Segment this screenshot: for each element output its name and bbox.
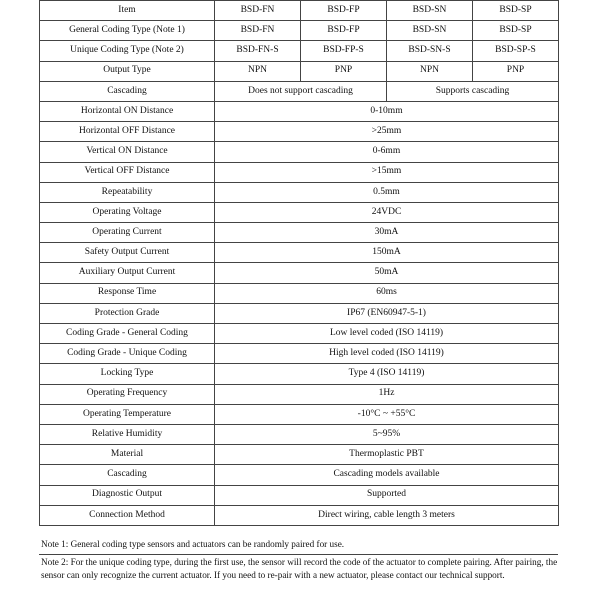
row-value: 60ms xyxy=(215,283,559,303)
row-label: Response Time xyxy=(40,283,215,303)
row-value: BSD-SN xyxy=(387,21,473,41)
notes-section xyxy=(41,538,561,583)
table-row xyxy=(40,283,559,303)
row-value: High level coded (ISO 14119) xyxy=(215,344,559,364)
row-value: 50mA xyxy=(215,263,559,283)
row-label: Horizontal ON Distance xyxy=(40,101,215,121)
row-label: Vertical ON Distance xyxy=(40,142,215,162)
row-value: Supports cascading xyxy=(387,81,559,101)
row-label: Auxiliary Output Current xyxy=(40,263,215,283)
row-label: Output Type xyxy=(40,61,215,81)
table-row xyxy=(40,465,559,485)
row-label: Repeatability xyxy=(40,182,215,202)
row-value: BSD-FP xyxy=(301,21,387,41)
table-row xyxy=(40,122,559,142)
row-label: Item xyxy=(40,1,215,21)
table-row xyxy=(40,182,559,202)
row-label: Material xyxy=(40,445,215,465)
table-row xyxy=(40,81,559,101)
row-value: 150mA xyxy=(215,243,559,263)
row-value: Supported xyxy=(215,485,559,505)
row-value: BSD-FP xyxy=(301,1,387,21)
row-label: Cascading xyxy=(40,465,215,485)
table-row xyxy=(40,21,559,41)
row-label: Protection Grade xyxy=(40,303,215,323)
row-value: IP67 (EN60947-5-1) xyxy=(215,303,559,323)
row-value: 5~95% xyxy=(215,424,559,444)
row-value: PNP xyxy=(473,61,559,81)
table-row xyxy=(40,202,559,222)
row-value: 0-10mm xyxy=(215,101,559,121)
row-label: Relative Humidity xyxy=(40,424,215,444)
row-value: Does not support cascading xyxy=(215,81,387,101)
row-value: BSD-FN xyxy=(215,21,301,41)
table-row xyxy=(40,142,559,162)
row-value: Direct wiring, cable length 3 meters xyxy=(215,505,559,525)
table-row xyxy=(40,263,559,283)
table-row xyxy=(40,243,559,263)
row-label: Cascading xyxy=(40,81,215,101)
row-value: -10°C ~ +55°C xyxy=(215,404,559,424)
row-label: Operating Frequency xyxy=(40,384,215,404)
table-row xyxy=(40,505,559,525)
table-row xyxy=(40,61,559,81)
table-row xyxy=(40,344,559,364)
spec-table-body xyxy=(40,1,559,526)
table-row xyxy=(40,364,559,384)
row-label: Operating Current xyxy=(40,223,215,243)
row-value: BSD-FP-S xyxy=(301,41,387,61)
row-value: Thermoplastic PBT xyxy=(215,445,559,465)
row-label: Horizontal OFF Distance xyxy=(40,122,215,142)
row-value: BSD-SN-S xyxy=(387,41,473,61)
row-label: Coding Grade - General Coding xyxy=(40,324,215,344)
table-row xyxy=(40,101,559,121)
row-value: 1Hz xyxy=(215,384,559,404)
table-row xyxy=(40,424,559,444)
table-row xyxy=(40,162,559,182)
row-label: Locking Type xyxy=(40,364,215,384)
row-value: 30mA xyxy=(215,223,559,243)
row-value: BSD-FN xyxy=(215,1,301,21)
row-label: Operating Temperature xyxy=(40,404,215,424)
row-value: Type 4 (ISO 14119) xyxy=(215,364,559,384)
row-value: >25mm xyxy=(215,122,559,142)
table-row xyxy=(40,223,559,243)
row-label: Operating Voltage xyxy=(40,202,215,222)
row-value: 0.5mm xyxy=(215,182,559,202)
note-2: Note 2: For the unique coding type, during the first use, the sensor will record the code of the actuator to complete pairing. After pairing, the sensor can only recognize the current actuator. If you need to re-pair with a new actuator, please contact our technical support. xyxy=(41,557,558,581)
row-value: BSD-FN-S xyxy=(215,41,301,61)
table-row xyxy=(40,384,559,404)
row-value: BSD-SP xyxy=(473,1,559,21)
row-label: Safety Output Current xyxy=(40,243,215,263)
table-row xyxy=(40,303,559,323)
table-row xyxy=(40,445,559,465)
row-label: General Coding Type (Note 1) xyxy=(40,21,215,41)
row-value: NPN xyxy=(387,61,473,81)
table-row xyxy=(40,1,559,21)
row-value: NPN xyxy=(215,61,301,81)
table-row xyxy=(40,41,559,61)
row-label: Coding Grade - Unique Coding xyxy=(40,344,215,364)
table-row xyxy=(40,485,559,505)
row-value: >15mm xyxy=(215,162,559,182)
table-row xyxy=(40,324,559,344)
row-value: PNP xyxy=(301,61,387,81)
row-label: Diagnostic Output xyxy=(40,485,215,505)
row-value: BSD-SP-S xyxy=(473,41,559,61)
row-value: 0-6mm xyxy=(215,142,559,162)
row-value: Cascading models available xyxy=(215,465,559,485)
row-value: Low level coded (ISO 14119) xyxy=(215,324,559,344)
note-1: Note 1: General coding type sensors and actuators can be randomly paired for use. xyxy=(41,539,345,549)
row-value: 24VDC xyxy=(215,202,559,222)
table-row xyxy=(40,404,559,424)
row-value: BSD-SN xyxy=(387,1,473,21)
row-label: Unique Coding Type (Note 2) xyxy=(40,41,215,61)
row-label: Connection Method xyxy=(40,505,215,525)
row-label: Vertical OFF Distance xyxy=(40,162,215,182)
row-value: BSD-SP xyxy=(473,21,559,41)
spec-table xyxy=(39,0,559,526)
